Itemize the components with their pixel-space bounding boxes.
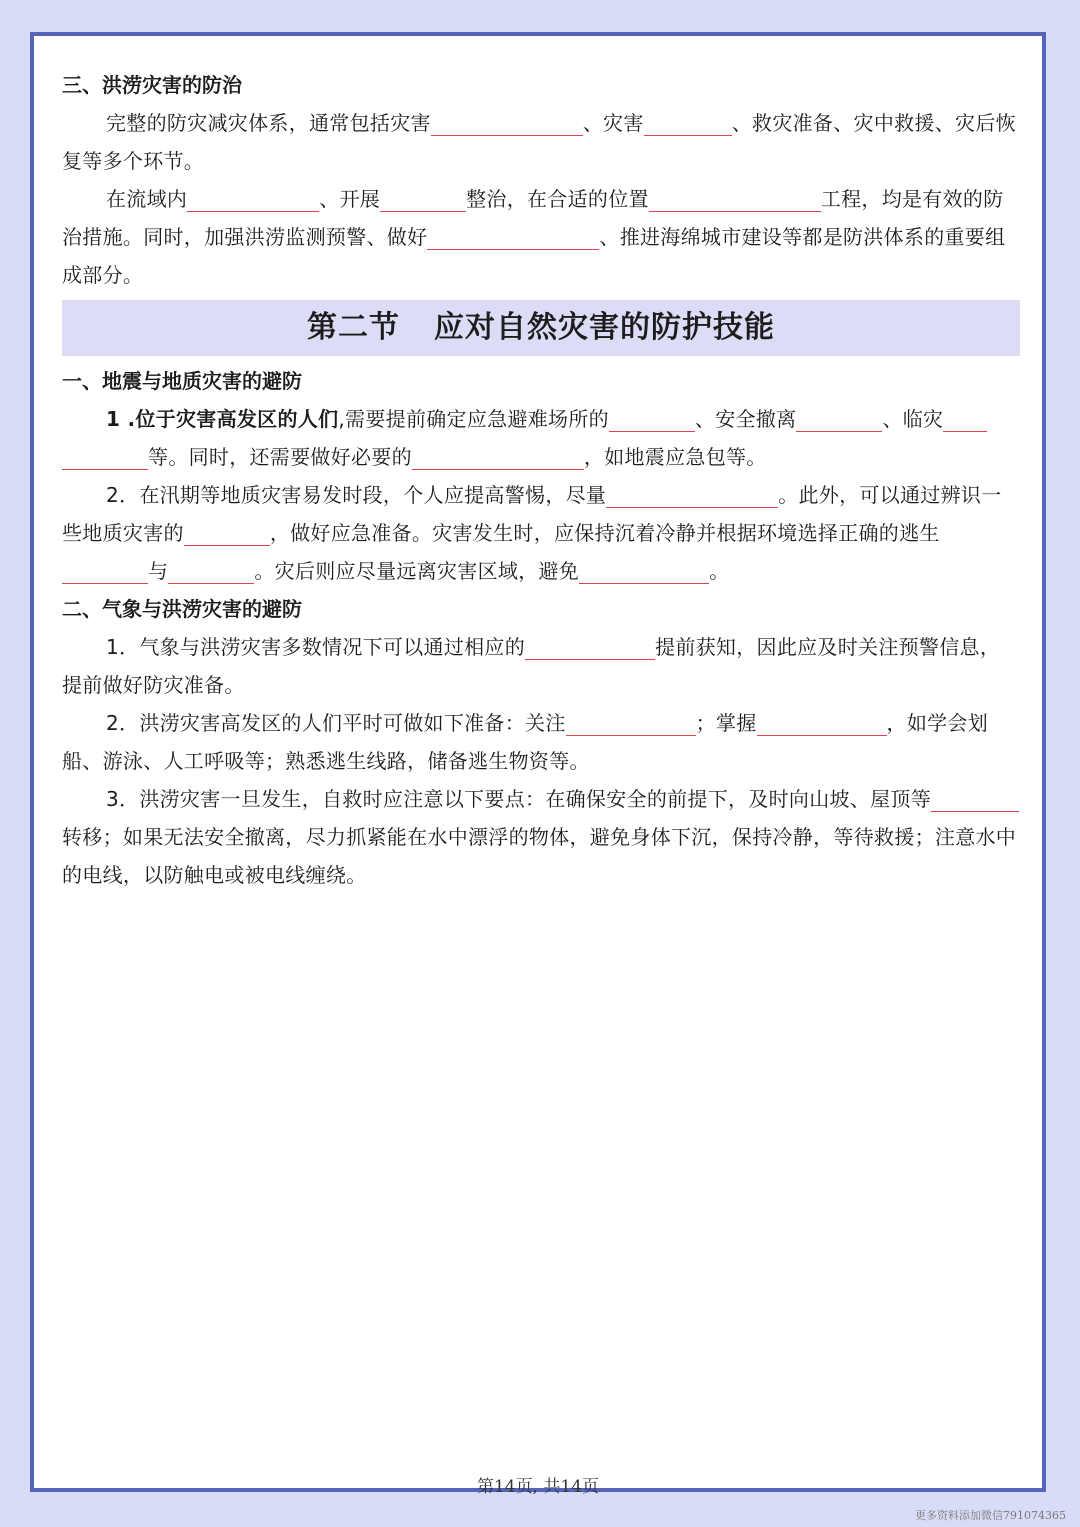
question-2: [62, 476, 1020, 590]
text: 。: [709, 559, 730, 583]
page-number: 第14页, 共14页: [476, 1477, 600, 1497]
blank[interactable]: [431, 113, 583, 136]
text: 、开展: [319, 187, 381, 211]
text: ,需要提前确定应急避难场所的: [338, 407, 609, 431]
text: 2．在汛期等地质灾害易发时段，个人应提高警惕，尽量: [106, 483, 607, 507]
blank[interactable]: [649, 189, 821, 212]
text: ，如地震应急包等。: [583, 445, 767, 469]
text: 、灾害: [582, 111, 644, 135]
worksheet-page: [30, 32, 1046, 1497]
text: 。此外，可以通过辨识一些地质灾害的: [62, 483, 1002, 545]
text: 、安全撤离: [694, 407, 797, 431]
text: 。灾后则应尽量远离灾害区域，避免: [254, 559, 580, 583]
blank[interactable]: [566, 713, 696, 736]
question-3: [62, 780, 1020, 894]
text: ，做好应急准备。灾害发生时，应保持沉着冷静并根据环境选择正确的逃生: [269, 521, 940, 545]
blank[interactable]: [644, 113, 732, 136]
blank[interactable]: [525, 637, 655, 660]
text: 提前获知，因此应及时关注预警信息，提前做好防灾准备。: [62, 635, 1001, 697]
page-content: [62, 66, 1020, 894]
question-2: [62, 704, 1020, 780]
blank[interactable]: [606, 485, 778, 508]
watermark: 更多资料添加微信791074365: [915, 1509, 1066, 1522]
question-1: [62, 628, 1020, 704]
blank[interactable]: [184, 523, 270, 546]
blank[interactable]: [943, 409, 987, 432]
section-title: 应对自然灾害的防护技能: [434, 310, 775, 345]
section-number: 第二节: [307, 310, 400, 345]
blank[interactable]: [427, 227, 599, 250]
blank[interactable]: [187, 189, 319, 212]
blank[interactable]: [975, 789, 1019, 812]
question-1: [62, 400, 1020, 476]
blank[interactable]: [609, 409, 695, 432]
text: 工程，均是有效的防治措施。同时，加强洪涝监测预警、做好: [62, 187, 1004, 249]
section-heading-flood-control: 三、洪涝灾害的防治: [62, 73, 242, 97]
question-lead: 1 .位于灾害高发区的人们: [106, 407, 339, 431]
text: 完整的防灾减灾体系，通常包括灾害: [106, 111, 431, 135]
blank[interactable]: [579, 561, 709, 584]
text: 、临灾: [882, 407, 944, 431]
text: 与: [148, 559, 169, 583]
paragraph-flood-measures: [62, 180, 1020, 294]
blank[interactable]: [757, 713, 887, 736]
blank[interactable]: [931, 789, 975, 812]
text: ；掌握: [695, 711, 757, 735]
text: 3．洪涝灾害一旦发生，自救时应注意以下要点：在确保安全的前提下，及时向山坡、屋顶等: [106, 787, 932, 811]
section-title-band: [62, 300, 1020, 356]
text: 、推进海绵城市建设等都是防洪体系的重要组成部分。: [62, 225, 1006, 287]
blank[interactable]: [796, 409, 882, 432]
heading-weather-flood: 二、气象与洪涝灾害的避防: [62, 597, 302, 621]
blank[interactable]: [62, 561, 148, 584]
blank[interactable]: [62, 447, 148, 470]
text: 2．洪涝灾害高发区的人们平时可做如下准备：关注: [106, 711, 566, 735]
paragraph-disaster-system: [62, 104, 1020, 180]
heading-earthquake-geological: 一、地震与地质灾害的避防: [62, 369, 302, 393]
blank[interactable]: [168, 561, 254, 584]
text: 等。同时，还需要做好必要的: [148, 445, 412, 469]
text: 整治，在合适的位置: [466, 187, 649, 211]
blank[interactable]: [380, 189, 466, 212]
text: 转移；如果无法安全撤离，尽力抓紧能在水中漂浮的物体，避免身体下沉，保持冷静，等待救援；注意水中的电线，以防触电或被电线缠绕。: [62, 825, 1017, 887]
text: 1．气象与洪涝灾害多数情况下可以通过相应的: [106, 635, 526, 659]
text: ，如学会划船、游泳、人工呼吸等；熟悉逃生线路，储备逃生物资等。: [62, 711, 989, 773]
text: 在流域内: [106, 187, 188, 211]
text: 、救灾准备、灾中救援、灾后恢复等多个环节。: [62, 111, 1016, 173]
blank[interactable]: [412, 447, 584, 470]
